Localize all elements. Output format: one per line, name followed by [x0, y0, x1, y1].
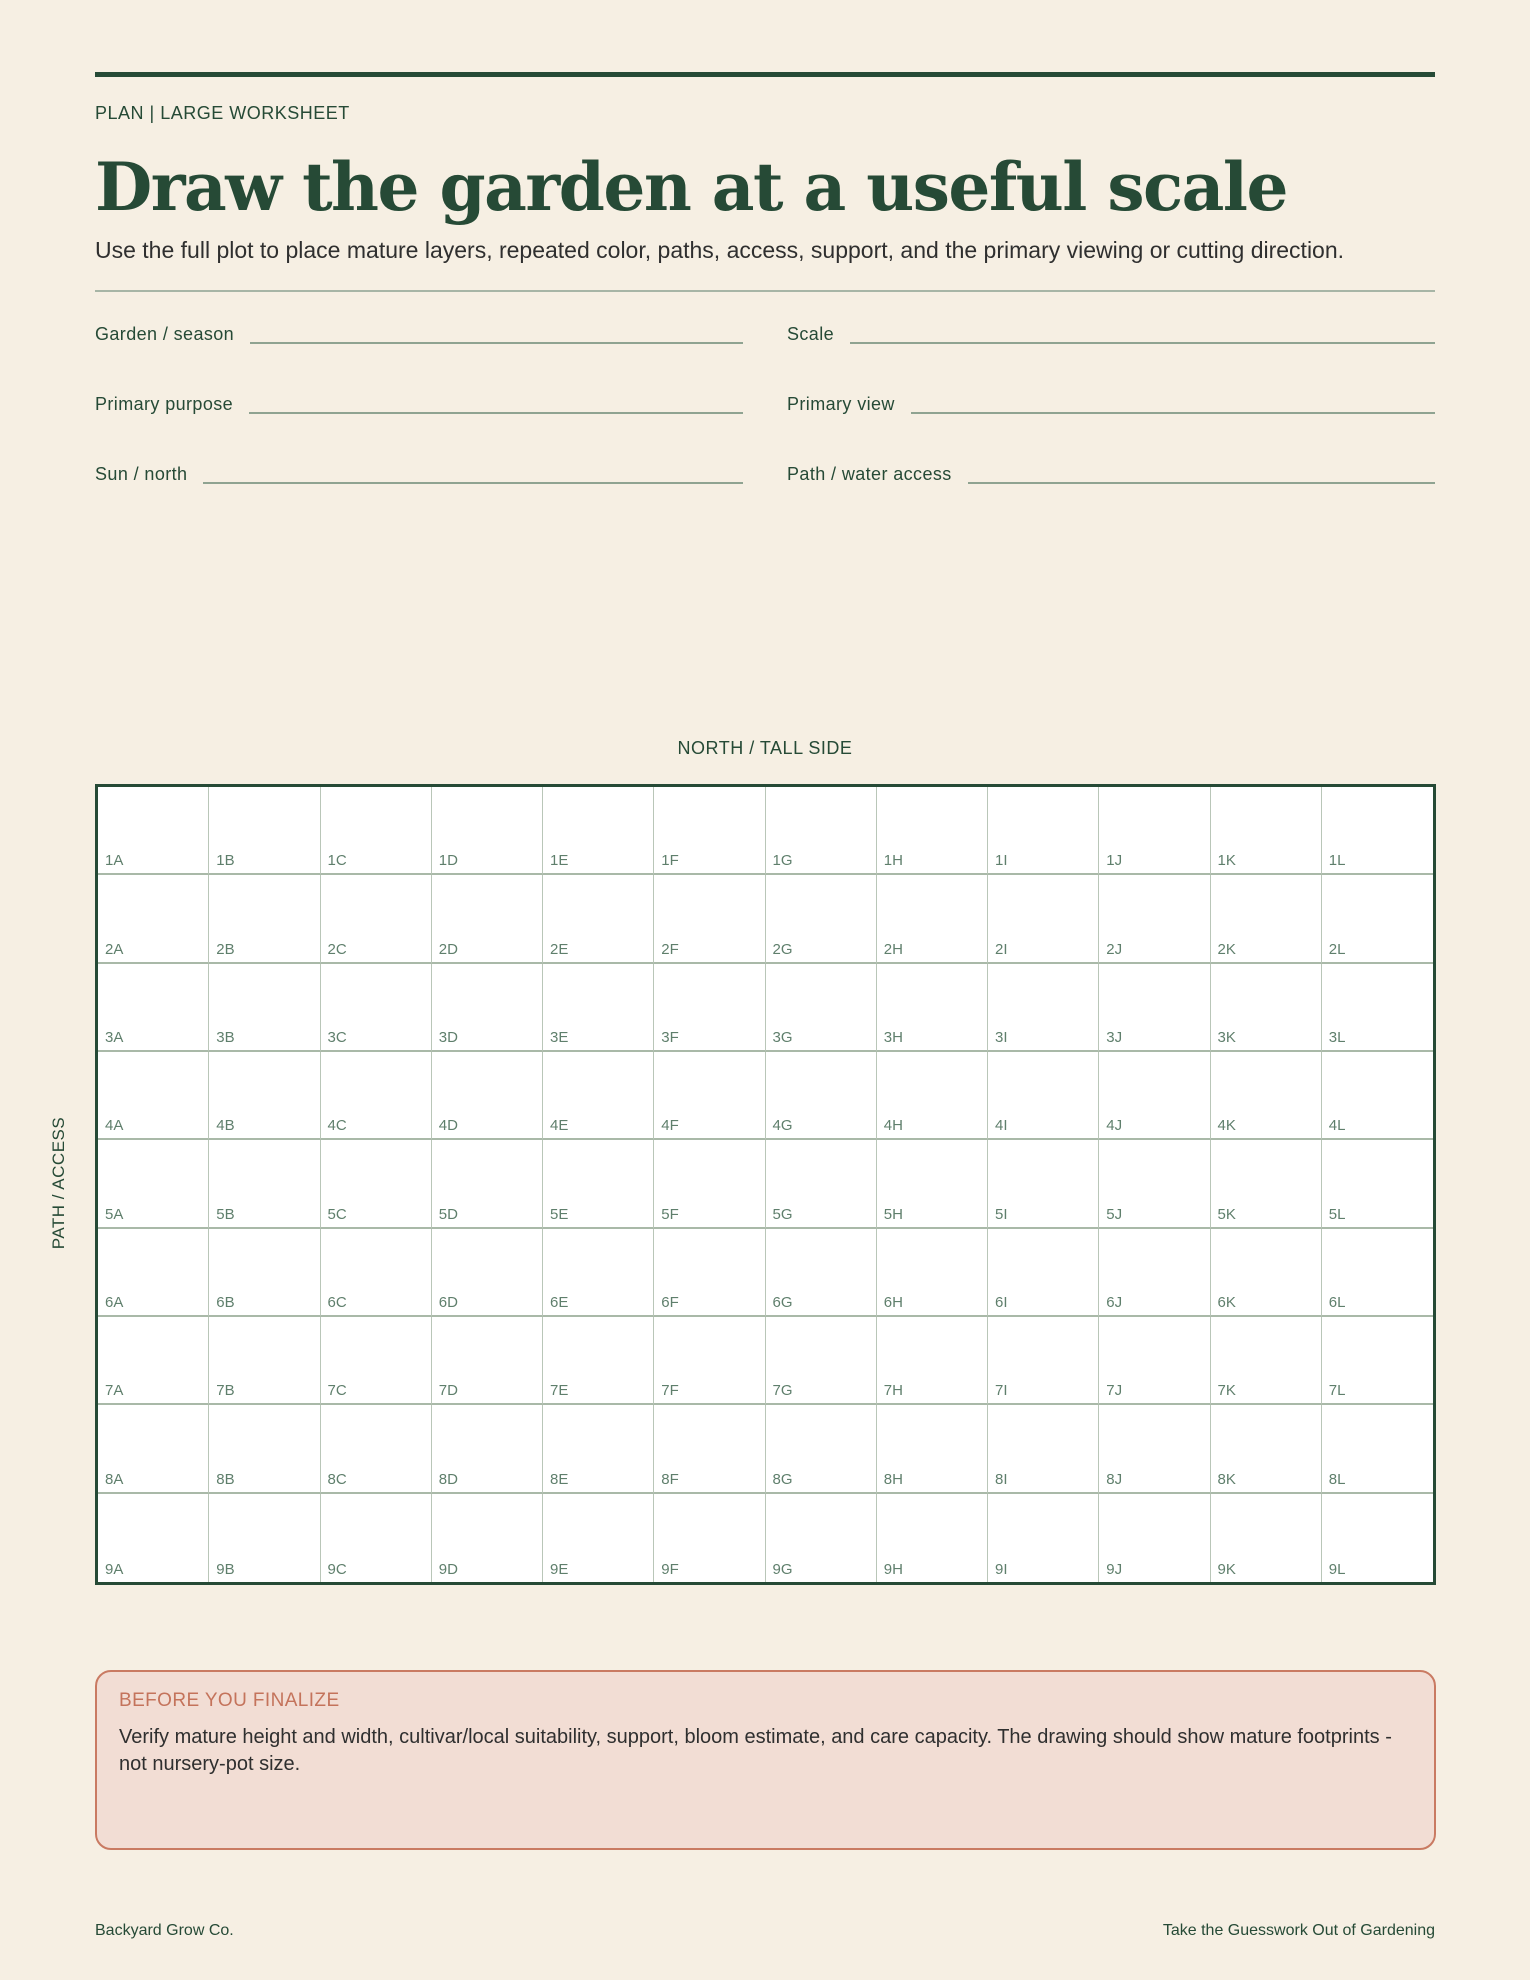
grid-cell-3D[interactable] — [432, 964, 543, 1052]
grid-cell-6C[interactable] — [321, 1229, 432, 1317]
grid-cell-1K[interactable] — [1211, 787, 1322, 875]
grid-cell-1A[interactable] — [98, 787, 209, 875]
field-line-scale[interactable] — [850, 338, 1435, 344]
grid-cell-label: 3E — [550, 1029, 569, 1046]
grid-cell-3L[interactable] — [1322, 964, 1433, 1052]
grid-cell-label: 1H — [883, 852, 903, 870]
grid-cell-label: 8I — [995, 1470, 1008, 1488]
grid-cell-9C[interactable] — [321, 1494, 432, 1582]
grid-cell-4F[interactable] — [654, 1052, 765, 1140]
grid-cell-label: 4K — [1217, 1117, 1236, 1135]
grid-cell-2L[interactable] — [1322, 875, 1433, 963]
grid-cell-label: 8B — [216, 1470, 235, 1488]
grid-cell-8I[interactable] — [988, 1405, 1099, 1493]
grid-cell-label: 7K — [1217, 1382, 1236, 1400]
grid-cell-9I[interactable] — [988, 1494, 1099, 1582]
footer-brand: Backyard Grow Co. — [95, 1922, 234, 1939]
grid-cell-7D[interactable] — [432, 1317, 543, 1405]
grid-cell-4L[interactable] — [1322, 1052, 1433, 1140]
grid-cell-5D[interactable] — [432, 1140, 543, 1228]
grid-cell-label: 2L — [1328, 940, 1346, 958]
grid-cell-3I[interactable] — [988, 964, 1099, 1052]
grid-cell-7I[interactable] — [988, 1317, 1099, 1405]
grid-cell-5A[interactable] — [98, 1140, 209, 1228]
grid-cell-9D[interactable] — [432, 1494, 543, 1582]
grid-cell-label: 7F — [661, 1382, 679, 1400]
grid-cell-label: 4C — [327, 1117, 347, 1135]
grid-cell-1B[interactable] — [209, 787, 320, 875]
grid-cell-3C[interactable] — [321, 964, 432, 1052]
page-title: Draw the garden at a useful scale — [95, 148, 1287, 226]
grid-cell-label: 7C — [327, 1382, 347, 1400]
grid-cell-5C[interactable] — [321, 1140, 432, 1228]
field-sun-north[interactable] — [95, 454, 743, 484]
grid-cell-label: 3F — [661, 1029, 679, 1046]
grid-cell-5J[interactable] — [1099, 1140, 1210, 1228]
grid-cell-label: 2H — [883, 940, 903, 958]
grid-cell-label: 3B — [216, 1029, 235, 1046]
grid-cell-label: 4H — [883, 1117, 903, 1135]
grid-cell-5I[interactable] — [988, 1140, 1099, 1228]
grid-cell-label: 2B — [216, 940, 235, 958]
grid-cell-label: 6C — [327, 1294, 347, 1311]
grid-cell-label: 5C — [327, 1205, 347, 1223]
grid-cell-label: 6L — [1328, 1294, 1346, 1311]
field-scale[interactable] — [787, 314, 1435, 344]
grid-cell-4D[interactable] — [432, 1052, 543, 1140]
grid-cell-7A[interactable] — [98, 1317, 209, 1405]
grid-cell-label: 9A — [105, 1561, 124, 1578]
grid-cell-label: 3K — [1217, 1029, 1236, 1046]
grid-cell-3G[interactable] — [766, 964, 877, 1052]
grid-cell-label: 9E — [550, 1561, 569, 1578]
grid-cell-label: 1A — [105, 852, 124, 870]
grid-cell-label: 3A — [105, 1029, 124, 1046]
grid-cell-label: 4I — [995, 1117, 1008, 1135]
top-rule — [95, 72, 1435, 77]
grid-cell-label: 6B — [216, 1294, 235, 1311]
grid-cell-1F[interactable] — [654, 787, 765, 875]
grid-cell-label: 8C — [327, 1470, 347, 1488]
grid-cell-8L[interactable] — [1322, 1405, 1433, 1493]
grid-cell-5K[interactable] — [1211, 1140, 1322, 1228]
grid-cell-label: 2D — [438, 940, 458, 958]
grid-cell-label: 2A — [105, 940, 124, 958]
grid-cell-label: 6I — [995, 1294, 1008, 1311]
grid-cell-label: 9L — [1328, 1561, 1346, 1578]
grid-cell-label: 2K — [1217, 940, 1236, 958]
grid-cell-label: 9K — [1217, 1561, 1236, 1578]
grid-cell-label: 9I — [995, 1561, 1008, 1578]
grid-cell-label: 5J — [1106, 1205, 1123, 1223]
grid-cell-8J[interactable] — [1099, 1405, 1210, 1493]
grid-cell-label: 1F — [661, 852, 679, 870]
grid-cell-label: 7H — [883, 1382, 903, 1400]
grid-cell-1D[interactable] — [432, 787, 543, 875]
grid-cell-label: 9F — [661, 1561, 679, 1578]
grid-cell-label: 2I — [995, 940, 1008, 958]
grid-cell-5G[interactable] — [766, 1140, 877, 1228]
grid-cell-9E[interactable] — [543, 1494, 654, 1582]
grid-cell-7G[interactable] — [766, 1317, 877, 1405]
field-primary-view[interactable] — [787, 384, 1435, 414]
grid-cell-label: 8K — [1217, 1470, 1236, 1488]
grid-cell-3F[interactable] — [654, 964, 765, 1052]
grid-cell-5L[interactable] — [1322, 1140, 1433, 1228]
grid-cell-label: 6A — [105, 1294, 124, 1311]
field-line-primary-purpose[interactable] — [249, 408, 743, 414]
grid-cell-4C[interactable] — [321, 1052, 432, 1140]
grid-cell-label: 2G — [772, 940, 793, 958]
grid-cell-9H[interactable] — [877, 1494, 988, 1582]
grid-cell-label: 1L — [1328, 852, 1346, 870]
grid-cell-6B[interactable] — [209, 1229, 320, 1317]
grid-cell-label: 7G — [772, 1382, 793, 1400]
grid-cell-9F[interactable] — [654, 1494, 765, 1582]
field-label-garden-season: Garden / season — [95, 324, 235, 344]
grid-cell-6D[interactable] — [432, 1229, 543, 1317]
grid-cell-3K[interactable] — [1211, 964, 1322, 1052]
grid-cell-label: 6K — [1217, 1294, 1236, 1311]
grid-cell-4I[interactable] — [988, 1052, 1099, 1140]
plot-grid[interactable] — [95, 784, 1436, 1585]
grid-cell-1C[interactable] — [321, 787, 432, 875]
grid-cell-2A[interactable] — [98, 875, 209, 963]
grid-cell-6L[interactable] — [1322, 1229, 1433, 1317]
grid-cell-6J[interactable] — [1099, 1229, 1210, 1317]
grid-cell-label: 9G — [772, 1561, 793, 1578]
grid-cell-label: 3D — [438, 1029, 458, 1046]
grid-cell-label: 7E — [550, 1382, 569, 1400]
grid-cell-2G[interactable] — [766, 875, 877, 963]
field-path-water-access[interactable] — [787, 454, 1435, 484]
callout-body: Verify mature height and width, cultivar/local suitability, support, bloom estimate, and care capacity. The drawing should show mature footprints - not nursery-pot size. — [119, 1726, 1392, 1775]
field-label-sun-north: Sun / north — [95, 464, 188, 484]
grid-cell-label: 1J — [1106, 852, 1123, 870]
grid-cell-8C[interactable] — [321, 1405, 432, 1493]
grid-cell-label: 5I — [995, 1205, 1008, 1223]
grid-cell-label: 1K — [1217, 852, 1236, 870]
grid-cell-1J[interactable] — [1099, 787, 1210, 875]
section-divider — [95, 290, 1435, 292]
grid-cell-7J[interactable] — [1099, 1317, 1210, 1405]
grid-cell-4J[interactable] — [1099, 1052, 1210, 1140]
grid-cell-label: 2F — [661, 940, 679, 958]
grid-cell-label: 6H — [883, 1294, 903, 1311]
grid-cell-label: 5K — [1217, 1205, 1236, 1223]
grid-cell-label: 7A — [105, 1382, 124, 1400]
grid-cell-2I[interactable] — [988, 875, 1099, 963]
grid-cell-5E[interactable] — [543, 1140, 654, 1228]
field-line-path-water-access[interactable] — [968, 478, 1435, 484]
field-garden-season[interactable] — [95, 314, 743, 344]
grid-cell-9L[interactable] — [1322, 1494, 1433, 1582]
grid-cell-label: 8F — [661, 1470, 679, 1488]
grid-cell-label: 4E — [550, 1117, 569, 1135]
grid-cell-4E[interactable] — [543, 1052, 654, 1140]
grid-cell-label: 3I — [995, 1029, 1008, 1046]
grid-cell-3H[interactable] — [877, 964, 988, 1052]
grid-cell-label: 9H — [883, 1561, 903, 1578]
grid-cell-7F[interactable] — [654, 1317, 765, 1405]
grid-cell-5H[interactable] — [877, 1140, 988, 1228]
grid-cell-label: 5E — [550, 1205, 569, 1223]
field-label-path-water-access: Path / water access — [787, 464, 952, 484]
grid-cell-label: 1B — [216, 852, 235, 870]
grid-cell-7C[interactable] — [321, 1317, 432, 1405]
grid-cell-label: 3H — [883, 1029, 903, 1046]
grid-cell-label: 8G — [772, 1470, 793, 1488]
grid-cell-3A[interactable] — [98, 964, 209, 1052]
grid-cell-5B[interactable] — [209, 1140, 320, 1228]
grid-cell-label: 1G — [772, 852, 793, 870]
field-label-primary-view: Primary view — [787, 394, 895, 414]
grid-cell-label: 6G — [772, 1294, 793, 1311]
grid-cell-7H[interactable] — [877, 1317, 988, 1405]
callout-title: BEFORE YOU FINALIZE — [119, 1690, 340, 1711]
grid-cell-label: 8H — [883, 1470, 903, 1488]
field-line-primary-view[interactable] — [911, 408, 1435, 414]
grid-cell-label: 7L — [1328, 1382, 1346, 1400]
grid-cell-8F[interactable] — [654, 1405, 765, 1493]
grid-cell-label: 6E — [550, 1294, 569, 1311]
grid-cell-label: 9C — [327, 1561, 347, 1578]
grid-cell-label: 1D — [438, 852, 458, 870]
grid-cell-6F[interactable] — [654, 1229, 765, 1317]
field-label-scale: Scale — [787, 324, 835, 344]
grid-cell-label: 1C — [327, 852, 347, 870]
grid-cell-label: 8E — [550, 1470, 569, 1488]
page-subtitle: Use the full plot to place mature layers, repeated color, paths, access, support, and the primary viewing or cutting direction. — [95, 237, 1345, 263]
grid-cell-8A[interactable] — [98, 1405, 209, 1493]
grid-cell-label: 4A — [105, 1117, 124, 1135]
grid-cell-label: 5H — [883, 1205, 903, 1223]
grid-cell-label: 7B — [216, 1382, 235, 1400]
grid-cell-label: 4J — [1106, 1117, 1123, 1135]
grid-cell-1L[interactable] — [1322, 787, 1433, 875]
grid-cell-6H[interactable] — [877, 1229, 988, 1317]
grid-cell-label: 4F — [661, 1117, 679, 1135]
grid-cell-2K[interactable] — [1211, 875, 1322, 963]
grid-cell-6G[interactable] — [766, 1229, 877, 1317]
field-primary-purpose[interactable] — [95, 384, 743, 414]
grid-cell-4B[interactable] — [209, 1052, 320, 1140]
field-line-garden-season[interactable] — [250, 338, 743, 344]
grid-cell-2H[interactable] — [877, 875, 988, 963]
grid-cell-label: 4L — [1328, 1117, 1346, 1135]
grid-cell-label: 6F — [661, 1294, 679, 1311]
grid-cell-2E[interactable] — [543, 875, 654, 963]
grid-cell-label: 7J — [1106, 1382, 1123, 1400]
grid-cell-3E[interactable] — [543, 964, 654, 1052]
grid-cell-label: 7D — [438, 1382, 458, 1400]
grid-cell-9J[interactable] — [1099, 1494, 1210, 1582]
grid-cell-label: 2J — [1106, 940, 1123, 958]
grid-cell-1I[interactable] — [988, 787, 1099, 875]
grid-cell-label: 5G — [772, 1205, 793, 1223]
grid-cell-8G[interactable] — [766, 1405, 877, 1493]
grid-cell-label: 5F — [661, 1205, 679, 1223]
grid-cell-label: 9J — [1106, 1561, 1123, 1578]
grid-cell-8D[interactable] — [432, 1405, 543, 1493]
grid-top-label: NORTH / TALL SIDE — [677, 738, 853, 758]
grid-cell-label: 3J — [1106, 1029, 1123, 1046]
eyebrow-label: PLAN | LARGE WORKSHEET — [95, 103, 350, 123]
grid-cell-1G[interactable] — [766, 787, 877, 875]
grid-cell-7E[interactable] — [543, 1317, 654, 1405]
grid-cell-label: 4D — [438, 1117, 458, 1135]
grid-cell-7L[interactable] — [1322, 1317, 1433, 1405]
grid-cell-label: 4B — [216, 1117, 235, 1135]
grid-cell-6K[interactable] — [1211, 1229, 1322, 1317]
grid-cell-8B[interactable] — [209, 1405, 320, 1493]
grid-cell-label: 5A — [105, 1205, 124, 1223]
grid-cell-2C[interactable] — [321, 875, 432, 963]
grid-cell-8H[interactable] — [877, 1405, 988, 1493]
grid-cell-7B[interactable] — [209, 1317, 320, 1405]
grid-cell-label: 2E — [550, 940, 569, 958]
grid-cell-5F[interactable] — [654, 1140, 765, 1228]
footer-tagline: Take the Guesswork Out of Gardening — [1162, 1922, 1435, 1939]
grid-cell-label: 9D — [438, 1561, 458, 1578]
grid-cell-label: 5B — [216, 1205, 235, 1223]
grid-cell-4H[interactable] — [877, 1052, 988, 1140]
field-line-sun-north[interactable] — [203, 478, 743, 484]
grid-cell-2D[interactable] — [432, 875, 543, 963]
grid-cell-label: 8A — [105, 1470, 124, 1488]
grid-cell-label: 6D — [438, 1294, 458, 1311]
grid-cell-label: 6J — [1106, 1294, 1123, 1311]
grid-cell-label: 8D — [438, 1470, 458, 1488]
grid-cell-9K[interactable] — [1211, 1494, 1322, 1582]
grid-cell-8K[interactable] — [1211, 1405, 1322, 1493]
grid-cell-1H[interactable] — [877, 787, 988, 875]
grid-cell-1E[interactable] — [543, 787, 654, 875]
grid-side-label: PATH / ACCESS — [49, 1116, 68, 1250]
grid-cell-7K[interactable] — [1211, 1317, 1322, 1405]
grid-cell-9B[interactable] — [209, 1494, 320, 1582]
grid-cell-label: 3L — [1328, 1029, 1346, 1046]
grid-cell-4K[interactable] — [1211, 1052, 1322, 1140]
grid-cell-label: 3G — [772, 1029, 793, 1046]
grid-cell-label: 5D — [438, 1205, 458, 1223]
grid-cell-9A[interactable] — [98, 1494, 209, 1582]
grid-cell-4A[interactable] — [98, 1052, 209, 1140]
grid-cell-label: 1I — [995, 852, 1008, 870]
grid-cell-4G[interactable] — [766, 1052, 877, 1140]
grid-cell-2B[interactable] — [209, 875, 320, 963]
grid-cell-label: 9B — [216, 1561, 235, 1578]
grid-cell-6I[interactable] — [988, 1229, 1099, 1317]
grid-cell-label: 8J — [1106, 1470, 1123, 1488]
finalize-callout — [95, 1670, 1436, 1850]
grid-cell-3J[interactable] — [1099, 964, 1210, 1052]
grid-cell-9G[interactable] — [766, 1494, 877, 1582]
grid-cell-label: 8L — [1328, 1470, 1346, 1488]
grid-cell-3B[interactable] — [209, 964, 320, 1052]
grid-cell-label: 2C — [327, 940, 347, 958]
grid-cell-2F[interactable] — [654, 875, 765, 963]
grid-cell-6E[interactable] — [543, 1229, 654, 1317]
grid-cell-label: 1E — [550, 852, 569, 870]
grid-cell-label: 7I — [995, 1382, 1008, 1400]
grid-cell-2J[interactable] — [1099, 875, 1210, 963]
grid-cell-8E[interactable] — [543, 1405, 654, 1493]
grid-cell-label: 3C — [327, 1029, 347, 1046]
field-label-primary-purpose: Primary purpose — [95, 394, 234, 414]
grid-cell-label: 4G — [772, 1117, 793, 1135]
grid-cell-label: 5L — [1328, 1205, 1346, 1223]
grid-cell-6A[interactable] — [98, 1229, 209, 1317]
